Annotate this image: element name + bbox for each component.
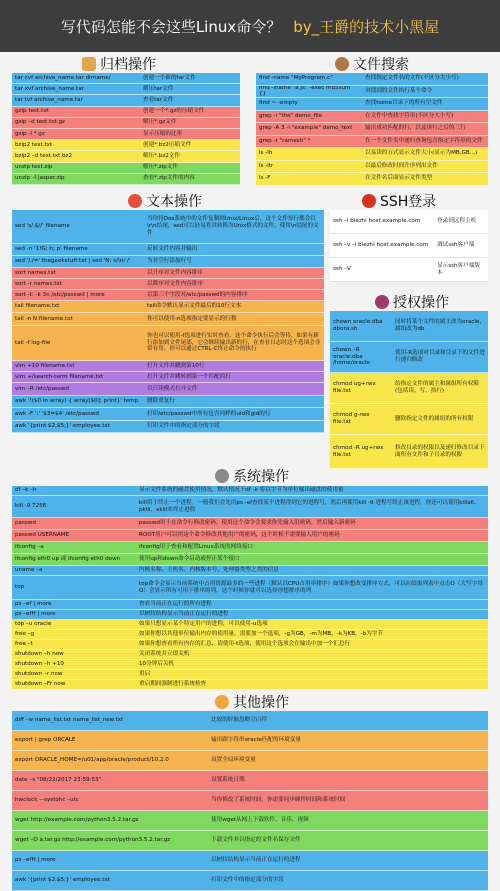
text-command: sed 's/.$//' filename (15, 223, 70, 230)
search-command: find ~ -empty (259, 100, 298, 107)
other-description: 当你修改了系统时间，你需要同步硬件时间和系统时间 (211, 797, 346, 804)
search-description: 在文件名后面显示文件类型 (365, 175, 433, 182)
text-command: vim –R /etc/passwd (15, 385, 69, 392)
text-section-title (128, 191, 202, 211)
other-row (12, 811, 488, 831)
text-row (12, 301, 324, 313)
search-command: ls -ltr (259, 162, 274, 169)
archive-description: 解压*.zip文件 (143, 164, 178, 171)
text-row (12, 279, 324, 290)
text-command: awk '!($0 in array) { array[$0]; print}' temp (15, 398, 139, 405)
search-row (256, 161, 488, 174)
other-command: wget –O a.tar.gz http://example.com/python3.5.2.tar.gz (15, 837, 171, 844)
text-title-text: 文本操作 (146, 194, 202, 210)
text-row (12, 256, 324, 268)
text-row (12, 313, 324, 326)
system-row (12, 670, 488, 680)
system-description: ifconfig用于查看和配置Linux系统的网络接口 (139, 544, 254, 551)
text-row (12, 396, 324, 408)
pineapple-icon (215, 695, 229, 709)
system-command: free –g (15, 631, 35, 638)
other-row (12, 711, 488, 731)
archive-row (12, 118, 240, 129)
other-command: wget http://example.com/python3.5.2.tar.gz (15, 817, 139, 824)
system-command: shutdown –r now (15, 671, 63, 678)
text-row (12, 290, 324, 301)
other-row (12, 791, 488, 811)
system-command: shutdown –h now (15, 651, 64, 658)
text-table (12, 210, 324, 433)
other-command: hwclock –-systohc –utc (15, 797, 79, 804)
text-row (12, 210, 324, 244)
text-command: tail -f log-file (15, 339, 51, 346)
text-command: vim +/search-term filename.txt (15, 373, 104, 380)
other-command: ps –efH | more (15, 857, 56, 864)
text-description: 以升序对文件内容排序 (147, 269, 203, 276)
ssh-title-text: SSH登录 (380, 194, 437, 210)
search-command: find -name "MyProgram.c" (259, 75, 333, 82)
other-description: 设置全局环境变量 (211, 757, 256, 764)
ssh-description: 调试ssh客户端 (437, 242, 475, 249)
system-description: 查看当前正在运行的所有进程 (139, 601, 212, 608)
ssh-row (330, 234, 488, 258)
system-description: 重启期间强制进行系统检查 (139, 681, 207, 688)
text-description: 你也可以使用-f选项进行实时查看，这个命令执行后会等待，如果有新行添加到文件尾部，它会继续输出新的行，在查看日志时这个选项会非常有用。你可以通过CTRL-C终止命令的执行 (147, 332, 321, 353)
archive-row (12, 140, 240, 151)
system-command: passwd USERNAME (15, 532, 70, 539)
text-description: 以第三个字段对/etc/passwd的内容排序 (147, 291, 248, 298)
search-title-text: 文件搜索 (353, 57, 409, 73)
system-description: 使用up和down命令启动或停止某个接口 (139, 556, 240, 563)
text-description: 打开文件并跳转到第一个匹配的行 (147, 373, 231, 380)
search-description: 对找到的文件执行某个命令 (365, 87, 433, 94)
other-description: 比较的时候忽略空白符 (211, 717, 267, 724)
archive-row (12, 174, 240, 185)
search-row (256, 136, 488, 149)
system-command: top (15, 584, 25, 591)
text-row (12, 361, 324, 372)
system-row (12, 640, 488, 650)
search-row (256, 111, 488, 124)
watermelon-icon (128, 194, 142, 208)
other-row (12, 731, 488, 751)
search-command: ls -lh (259, 150, 273, 157)
auth-command: chmod -R ug+rwx file.txt (333, 444, 384, 458)
archive-command: bzip2 –d test.txt.bz2 (15, 153, 73, 160)
archive-description: 解压*.gz文件 (143, 119, 177, 126)
other-row (12, 771, 488, 791)
system-row (12, 680, 488, 690)
search-description: 在一个文件夹中递归查询包含指定字符串的文件 (365, 137, 483, 144)
text-command: sort -r names.txt (15, 280, 62, 287)
system-row (12, 630, 488, 640)
archive-title-text: 归档操作 (100, 57, 156, 73)
search-description: 在文件中查找字符串(不区分大小写) (365, 112, 454, 119)
auth-command: chown oracle:dba dbora.sh (333, 319, 383, 332)
search-command: ls -F (259, 175, 271, 182)
text-command: sort -t: -k 3n /etc/passwd | more (15, 291, 105, 298)
system-row (12, 650, 488, 660)
other-description: 以树状结构显示当前正在运行的进程 (211, 857, 301, 864)
system-row (12, 600, 488, 610)
other-table (12, 711, 488, 891)
system-command: ps –efH | more (15, 611, 56, 618)
text-row (12, 326, 324, 361)
text-command: sort names.txt (15, 269, 56, 276)
text-command: awk '{print $2,$5;}' employee.txt (15, 423, 110, 430)
system-row (12, 518, 488, 530)
text-command: tail filename.txt (15, 303, 60, 310)
system-description: 内核名称、主机名、内核版本号、处理器类型之类的信息 (139, 567, 279, 574)
search-table (256, 73, 488, 186)
text-description: 为非空行添加行号 (147, 258, 192, 265)
text-description: 当你将Dos系统中的文件复制到Unix/Linux后，这个文件每行都会以\r\n结尾，sed可以轻易将其转换为Unix格式的文件，使用\n结尾的文件 (147, 216, 319, 236)
scroll-icon (82, 57, 96, 71)
archive-description: 创建*.bz2压缩文件 (143, 141, 192, 148)
other-section-title (215, 692, 289, 712)
ssh-command: ssh –l biezhi host.example.com (333, 218, 421, 225)
ssh-row (330, 258, 488, 282)
text-description: 反转文件内容并输出 (147, 246, 198, 253)
text-description: 打印/etc/passwd中所有包含同样的uid和gid的行 (147, 410, 271, 417)
system-row (12, 610, 488, 620)
system-command: ifconfig eth0 up 或 ifconfig eth0 down (15, 556, 121, 563)
archive-section-title (82, 54, 156, 74)
other-row (12, 831, 488, 851)
system-command: ps –ef | more (15, 601, 52, 608)
archive-command: bzip2 test.txt (15, 141, 53, 148)
auth-description: 同时将某个文件的属主改为oracle，属组改为db (395, 319, 485, 332)
secret-icon (362, 194, 376, 208)
text-row (12, 268, 324, 279)
archive-row (12, 107, 240, 118)
auth-description: 删除指定文件的属组的所有权限 (395, 415, 474, 422)
text-command: sed -n '1!G; h; p' filename (15, 246, 88, 253)
system-description: ROOT用户可以用这个命令修改其他用户的密码，这个时候不需要输入用户的密码 (139, 532, 340, 539)
auth-title-text: 授权操作 (393, 295, 449, 311)
auth-table (330, 311, 488, 469)
search-command: grep -r "ramesh" * (259, 137, 311, 144)
archive-command: gzip –d test.txt.gz (15, 119, 65, 126)
system-description: 显示文件系统的磁盘使用情况，默认情况下df -k 将以字节为单位输出磁盘的使用量 (139, 487, 344, 494)
archive-description: 创建一个*.gz的压缩文件 (143, 108, 205, 115)
page-title: 写代码怎能不会这些Linux命令？ (60, 17, 282, 36)
search-row (256, 148, 488, 161)
search-section-title (335, 54, 409, 74)
archive-description: 显示压缩的比率 (143, 130, 183, 137)
text-description: 你可以使用-n选项指定要显示的行数 (147, 315, 237, 322)
archive-row (12, 95, 240, 106)
system-row (12, 530, 488, 542)
system-description: 重启 (139, 671, 151, 678)
auth-section-title (375, 292, 449, 312)
other-command: diff –w name_list.txt name_list_new.txt (15, 717, 124, 724)
auth-command: chmod g-rwx file.txt (333, 412, 370, 425)
text-row (12, 408, 324, 421)
search-command: find -iname "a.js" -exec md5sum {} (259, 85, 351, 97)
text-command: sed '/./=' thegeekstuff.txt | sed 'N; s/\n/ /' (15, 258, 131, 265)
archive-row (12, 163, 240, 174)
system-description: 如果只想显示某个特定用户的进程，可以使用-u选项 (139, 621, 268, 628)
archive-row (12, 73, 240, 84)
system-command: passwd (15, 520, 36, 527)
archive-table (12, 73, 240, 185)
other-row (12, 751, 488, 771)
system-description: 关闭系统并立即关机 (139, 651, 190, 658)
other-description: 打印文件中的指定部分的字段 (211, 877, 284, 884)
other-description: 下载文件并以指定的文件名保存文件 (211, 837, 301, 844)
text-description: 打印文件中的指定部分的字段 (147, 423, 220, 430)
system-section-title (215, 466, 289, 486)
search-command: grep -A 3 -i "example" demo_text (259, 125, 353, 132)
archive-description: 创建一个新的tar文件 (143, 74, 196, 81)
ssh-table (330, 210, 488, 282)
search-description: 以最后修改时间升序列出文件 (365, 162, 438, 169)
search-description: 输出成功匹配的行，以及该行之后的三行 (365, 125, 466, 132)
archive-command: gzip -l *.gz (15, 130, 45, 137)
system-row (12, 576, 488, 600)
system-row (12, 496, 488, 518)
auth-row (330, 373, 488, 404)
ssh-description: 显示ssh客户端版本 (437, 262, 480, 276)
other-description: 使用wget从网上下载软件、音乐、视频 (211, 817, 309, 824)
auth-description: 使用-R选项对目录和目录下的文件进行递归修改 (395, 350, 485, 363)
system-description: passwd用于在命令行修改密码，使用这个命令会要求你先输入旧密码，然后输入新密码 (139, 520, 356, 527)
text-description: 以只读模式打开文件 (147, 385, 198, 392)
archive-description: 查看*.zip文件的内容 (143, 175, 195, 182)
text-description: tail命令默认显示文件最后的10行文本 (147, 303, 242, 310)
gear-icon (215, 469, 229, 483)
ssh-description: 登录到远程主机 (437, 218, 477, 225)
archive-description: 解压tar文件 (143, 85, 174, 92)
search-description: 查找指定文件名的文件(不区分大小写) (365, 75, 459, 82)
auth-command: chmod ug+rwx file.txt (333, 381, 376, 394)
system-description: 10分钟后关机 (139, 661, 175, 668)
other-description: 设置系统日期 (211, 777, 245, 784)
auth-row (330, 404, 488, 435)
other-row (12, 871, 488, 891)
system-row (12, 660, 488, 670)
auth-command: chown –R oracle:dba /home/oracle (333, 346, 370, 367)
archive-command: tar xvf archive_name.tar (15, 85, 84, 92)
page-author: by_王爵的技术小黑屋 (293, 17, 440, 36)
page-header (0, 0, 500, 52)
ssh-row (330, 210, 488, 234)
other-command: date –s "08/22/2017 23:59:53" (15, 777, 102, 784)
archive-description: 查看tar文件 (143, 97, 174, 104)
system-command: df –k –h (15, 487, 37, 494)
system-title-text: 系统操作 (233, 469, 289, 485)
ssh-command: ssh –v –l biezhi host.example.com (333, 242, 429, 249)
search-row (256, 123, 488, 136)
search-command: grep -i "the" demo_file (259, 112, 323, 119)
search-description: 查找home目录下的所有空文件 (365, 100, 443, 107)
system-row (12, 566, 488, 576)
archive-command: unzip –l jasper.zip (15, 175, 65, 182)
other-title-text: 其他操作 (233, 695, 289, 711)
system-command: free –t (15, 641, 33, 648)
other-command: awk '{print $2,$5;}' employee.txt (15, 877, 110, 884)
system-description: 如果你想以其他单位输出内存的使用量，需要加一个选项，-g为GB，-m为MB，-k为KB，-b为字节 (139, 631, 383, 638)
text-row (12, 244, 324, 256)
archive-command: gzip test.txt (15, 108, 49, 115)
system-row (12, 554, 488, 566)
system-command: top –u oracle (15, 621, 52, 628)
archive-row (12, 151, 240, 162)
archive-row (12, 84, 240, 95)
text-description: 删除重复行 (147, 398, 175, 405)
cookie-icon (335, 57, 349, 71)
other-command: export | grep ORCALE (15, 737, 76, 744)
text-row (12, 421, 324, 433)
search-row (256, 98, 488, 111)
auth-description: 给指定文件的属主和属组所有权限(包括读、写、执行) (395, 381, 479, 394)
auth-row (330, 311, 488, 342)
search-row (256, 73, 488, 86)
system-description: 以树状结构显示当前正在运行的进程 (139, 611, 229, 618)
search-description: 以易读的方式显示文件大小(显示为MB,GB...) (365, 150, 478, 157)
system-description: kill用于终止一个进程。一般我们会先用ps -ef查找某个进程得到它的进程号，然后再使用kill -9 进程号终止该进程。你还可以使用killall、pkill、xkill来终止进程 (139, 499, 480, 513)
system-command: kill -9 7256 (15, 503, 47, 510)
auth-description: 修改目录的权限以及递归修改目录下面所有文件和子目录的权限 (395, 444, 485, 458)
text-command: awk -F ':' '$3=$4' /etc/passwd (15, 410, 99, 417)
system-command: ifconfig –a (15, 544, 44, 551)
text-description: 打开文件并跳到第10行 (147, 362, 205, 369)
archive-command: unzip test.zip (15, 164, 53, 171)
ssh-section-title (362, 191, 436, 211)
search-row (256, 173, 488, 186)
auth-row (330, 435, 488, 469)
text-command: vim +10 filename.txt (15, 362, 75, 369)
other-row (12, 851, 488, 871)
search-row (256, 86, 488, 99)
system-row (12, 542, 488, 554)
text-row (12, 372, 324, 383)
archive-command: tar tvf archive_name.tar (15, 97, 83, 104)
system-description: 如果你想查看所有内存的汇总，请使用-t选项，使用这个选项会在输出中加一个汇总行 (139, 641, 351, 648)
system-row (12, 620, 488, 630)
archive-command: tar cvf archive_name.tar dirname/ (15, 74, 111, 81)
grapes-icon (375, 295, 389, 309)
ssh-command: ssh –V (333, 266, 351, 273)
text-description: 以降序对文件内容排序 (147, 280, 203, 287)
system-command: uname –a (15, 567, 43, 574)
archive-description: 解压*.bz2文件 (143, 153, 180, 160)
text-command: tail -n N filename.txt (15, 315, 73, 322)
system-description: top命令会显示当前系统中占用资源最多的一些进程（默认以CPU占用率排序）如果你想改变排序方式，可以在结果列表中点击O（大写字母O）会显示所有可用于排序的列，这个时候你就可以选择你想排序的列 (139, 580, 483, 594)
text-row (12, 383, 324, 396)
system-row (12, 486, 488, 496)
auth-row (330, 342, 488, 373)
other-command: export ORACLE_HOME=/u01/app/oracle/product/10.2.0 (15, 757, 169, 764)
archive-row (12, 129, 240, 140)
system-command: shutdown –h +10 (15, 661, 64, 668)
other-description: 输出跟字符串oracle匹配的环境变量 (211, 737, 301, 744)
system-command: shutdown –Fr now (15, 681, 66, 688)
system-table (12, 486, 488, 690)
